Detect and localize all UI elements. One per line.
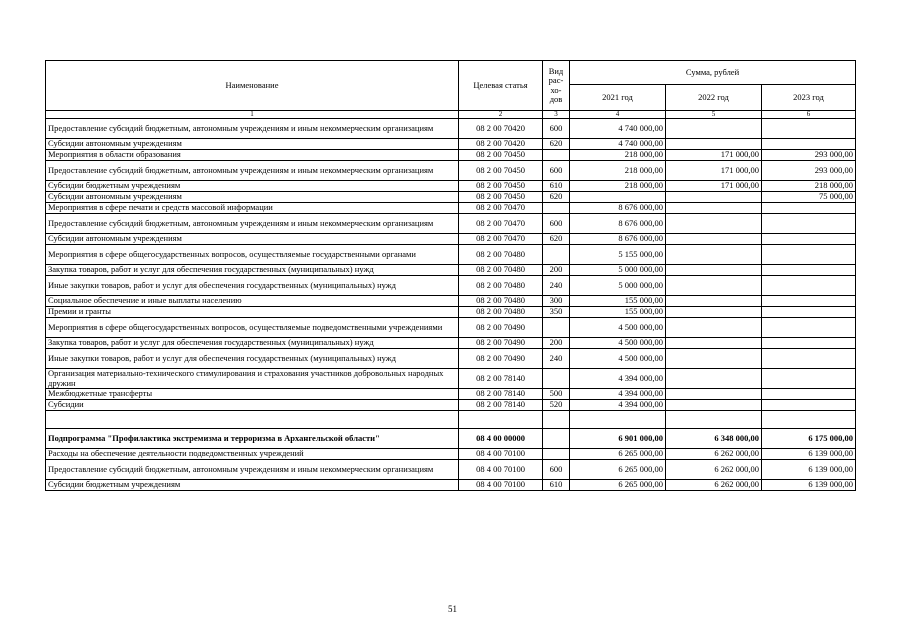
row-target-article: 08 2 00 70420 [459,119,543,139]
row-target-article: 08 2 00 70480 [459,307,543,318]
row-target-article: 08 2 00 70450 [459,181,543,192]
row-amount-2021: 6 265 000,00 [570,480,666,491]
row-amount-2023 [762,139,856,150]
row-expense-type [543,150,570,161]
row-amount-2022 [666,119,762,139]
row-amount-2021: 4 500 000,00 [570,318,666,338]
table-row [46,245,856,265]
row-target-article: 08 2 00 70480 [459,276,543,296]
row-amount-2022 [666,276,762,296]
row-expense-type [543,449,570,460]
row-name: Иные закупки товаров, работ и услуг для обеспечения государственных (муниципальных) нужд [46,349,459,369]
row-target-article: 08 4 00 70100 [459,480,543,491]
row-amount-2023 [762,119,856,139]
row-amount-2022: 6 262 000,00 [666,460,762,480]
row-amount-2021: 4 394 000,00 [570,369,666,389]
row-amount-2023: 6 139 000,00 [762,460,856,480]
header-name: Наименование [46,61,459,111]
row-amount-2023: 6 139 000,00 [762,480,856,491]
table-row [46,389,856,400]
row-amount-2022 [666,389,762,400]
row-name: Субсидии автономным учреждениям [46,234,459,245]
row-amount-2021: 5 000 000,00 [570,265,666,276]
row-amount-2023 [762,245,856,265]
row-target-article: 08 2 00 70470 [459,214,543,234]
row-amount-2022 [666,338,762,349]
row-target-article: 08 2 00 70490 [459,338,543,349]
row-expense-type [543,369,570,389]
row-name: Иные закупки товаров, работ и услуг для обеспечения государственных (муниципальных) нужд [46,276,459,296]
row-name: Предоставление субсидий бюджетным, автономным учреждениям и иным некоммерческим организациям [46,161,459,181]
row-target-article: 08 2 00 78140 [459,369,543,389]
row-name: Предоставление субсидий бюджетным, автономным учреждениям и иным некоммерческим организациям [46,214,459,234]
row-target-article: 08 4 00 70100 [459,449,543,460]
row-expense-type [543,203,570,214]
row-amount-2023: 218 000,00 [762,181,856,192]
table-row [46,214,856,234]
row-amount-2022 [666,411,762,429]
row-target-article [459,411,543,429]
row-target-article: 08 4 00 00000 [459,429,543,449]
row-target-article: 08 2 00 70450 [459,192,543,203]
table-body [46,119,856,491]
header-sum: Сумма, рублей [570,61,856,85]
row-amount-2023 [762,296,856,307]
table-row [46,411,856,429]
budget-table [45,60,856,491]
row-amount-2022: 6 348 000,00 [666,429,762,449]
row-amount-2022 [666,245,762,265]
table-row [46,460,856,480]
row-amount-2023 [762,400,856,411]
row-target-article: 08 2 00 70470 [459,203,543,214]
table-row [46,203,856,214]
row-amount-2021: 8 676 000,00 [570,214,666,234]
row-amount-2021: 6 265 000,00 [570,449,666,460]
row-target-article: 08 2 00 70480 [459,296,543,307]
row-name: Социальное обеспечение и иные выплаты населению [46,296,459,307]
row-amount-2021 [570,411,666,429]
table-row [46,265,856,276]
row-name: Подпрограмма "Профилактика экстремизма и терроризма в Архангельской области" [46,429,459,449]
row-amount-2022: 171 000,00 [666,161,762,181]
row-amount-2023 [762,203,856,214]
row-amount-2022: 171 000,00 [666,181,762,192]
row-amount-2021: 5 155 000,00 [570,245,666,265]
page-number: 51 [448,604,457,614]
row-expense-type [543,411,570,429]
col-number: 4 [570,111,666,119]
row-amount-2022 [666,296,762,307]
row-name: Закупка товаров, работ и услуг для обеспечения государственных (муниципальных) нужд [46,265,459,276]
row-name: Предоставление субсидий бюджетным, автономным учреждениям и иным некоммерческим организациям [46,119,459,139]
table-row [46,296,856,307]
table-row [46,480,856,491]
table-row [46,139,856,150]
row-name: Мероприятия в сфере общегосударственных вопросов, осуществляемые подведомственными учреждениями [46,318,459,338]
row-name: Мероприятия в сфере общегосударственных вопросов, осуществляемые государственными органами [46,245,459,265]
row-amount-2021: 155 000,00 [570,307,666,318]
row-amount-2023 [762,318,856,338]
table-row [46,400,856,411]
row-target-article: 08 2 00 78140 [459,400,543,411]
row-name: Межбюджетные трансферты [46,389,459,400]
col-number: 6 [762,111,856,119]
row-amount-2022 [666,192,762,203]
row-amount-2021: 6 901 000,00 [570,429,666,449]
row-target-article: 08 2 00 70470 [459,234,543,245]
table-row [46,307,856,318]
row-amount-2021: 4 500 000,00 [570,338,666,349]
row-amount-2023: 6 139 000,00 [762,449,856,460]
row-name: Мероприятия в сфере печати и средств массовой информации [46,203,459,214]
row-expense-type [543,429,570,449]
row-amount-2022 [666,139,762,150]
row-amount-2021: 155 000,00 [570,296,666,307]
table-row [46,449,856,460]
table-row [46,192,856,203]
row-target-article: 08 2 00 70450 [459,161,543,181]
row-amount-2022 [666,214,762,234]
row-target-article: 08 2 00 70420 [459,139,543,150]
row-name: Мероприятия в области образования [46,150,459,161]
table-row [46,234,856,245]
row-expense-type: 520 [543,400,570,411]
row-amount-2022: 6 262 000,00 [666,449,762,460]
row-amount-2023: 75 000,00 [762,192,856,203]
row-name: Субсидии бюджетным учреждениям [46,181,459,192]
row-amount-2023 [762,411,856,429]
row-amount-2023 [762,214,856,234]
row-expense-type: 600 [543,161,570,181]
row-amount-2023 [762,389,856,400]
row-expense-type: 620 [543,139,570,150]
table-row [46,338,856,349]
row-amount-2023 [762,369,856,389]
row-name: Субсидии бюджетным учреждениям [46,480,459,491]
row-amount-2022 [666,265,762,276]
row-amount-2022 [666,349,762,369]
table-row [46,150,856,161]
header-expense-type: Вид рас-хо-дов [543,61,570,111]
row-amount-2021: 4 500 000,00 [570,349,666,369]
row-target-article: 08 4 00 70100 [459,460,543,480]
row-amount-2023 [762,265,856,276]
row-amount-2022 [666,203,762,214]
row-amount-2022 [666,369,762,389]
row-amount-2022 [666,318,762,338]
row-amount-2022 [666,307,762,318]
row-expense-type: 620 [543,192,570,203]
row-expense-type: 350 [543,307,570,318]
row-amount-2021: 4 394 000,00 [570,400,666,411]
row-expense-type: 300 [543,296,570,307]
row-expense-type: 500 [543,389,570,400]
header-target-article: Целевая статья [459,61,543,111]
table-row [46,369,856,389]
col-number: 1 [46,111,459,119]
row-amount-2021 [570,192,666,203]
row-amount-2023 [762,307,856,318]
row-name: Закупка товаров, работ и услуг для обеспечения государственных (муниципальных) нужд [46,338,459,349]
row-expense-type: 200 [543,265,570,276]
row-amount-2022 [666,234,762,245]
row-target-article: 08 2 00 70490 [459,318,543,338]
row-amount-2023 [762,338,856,349]
row-target-article: 08 2 00 70450 [459,150,543,161]
row-amount-2022: 171 000,00 [666,150,762,161]
row-amount-2021: 8 676 000,00 [570,203,666,214]
row-amount-2022: 6 262 000,00 [666,480,762,491]
row-amount-2023: 293 000,00 [762,150,856,161]
row-amount-2021: 8 676 000,00 [570,234,666,245]
row-expense-type: 620 [543,234,570,245]
row-amount-2021: 5 000 000,00 [570,276,666,296]
col-number: 2 [459,111,543,119]
table-row [46,318,856,338]
table-row [46,161,856,181]
col-number: 3 [543,111,570,119]
header-2022: 2022 год [666,85,762,111]
row-name [46,411,459,429]
row-amount-2021: 6 265 000,00 [570,460,666,480]
table-row [46,276,856,296]
row-amount-2022 [666,400,762,411]
row-amount-2021: 218 000,00 [570,150,666,161]
row-expense-type [543,318,570,338]
row-expense-type: 600 [543,119,570,139]
row-amount-2023: 293 000,00 [762,161,856,181]
table-row [46,429,856,449]
row-target-article: 08 2 00 70480 [459,245,543,265]
table-row [46,349,856,369]
row-expense-type: 600 [543,214,570,234]
row-amount-2023 [762,234,856,245]
row-name: Субсидии автономным учреждениям [46,139,459,150]
header-2023: 2023 год [762,85,856,111]
row-name: Премии и гранты [46,307,459,318]
col-number: 5 [666,111,762,119]
row-name: Организация материально-технического стимулирования и страхования участников добровольных народных дружин [46,369,459,389]
row-amount-2021: 4 740 000,00 [570,139,666,150]
row-amount-2023 [762,349,856,369]
row-expense-type: 600 [543,460,570,480]
row-expense-type [543,245,570,265]
row-amount-2023: 6 175 000,00 [762,429,856,449]
row-expense-type: 200 [543,338,570,349]
row-amount-2021: 218 000,00 [570,161,666,181]
row-target-article: 08 2 00 70490 [459,349,543,369]
row-amount-2021: 218 000,00 [570,181,666,192]
row-amount-2021: 4 740 000,00 [570,119,666,139]
row-name: Субсидии [46,400,459,411]
table-row [46,181,856,192]
row-name: Предоставление субсидий бюджетным, автономным учреждениям и иным некоммерческим организациям [46,460,459,480]
table-row [46,119,856,139]
header-2021: 2021 год [570,85,666,111]
row-name: Субсидии автономным учреждениям [46,192,459,203]
row-expense-type: 610 [543,480,570,491]
row-expense-type: 610 [543,181,570,192]
row-amount-2023 [762,276,856,296]
row-target-article: 08 2 00 78140 [459,389,543,400]
row-target-article: 08 2 00 70480 [459,265,543,276]
row-amount-2021: 4 394 000,00 [570,389,666,400]
row-expense-type: 240 [543,276,570,296]
row-expense-type: 240 [543,349,570,369]
row-name: Расходы на обеспечение деятельности подведомственных учреждений [46,449,459,460]
